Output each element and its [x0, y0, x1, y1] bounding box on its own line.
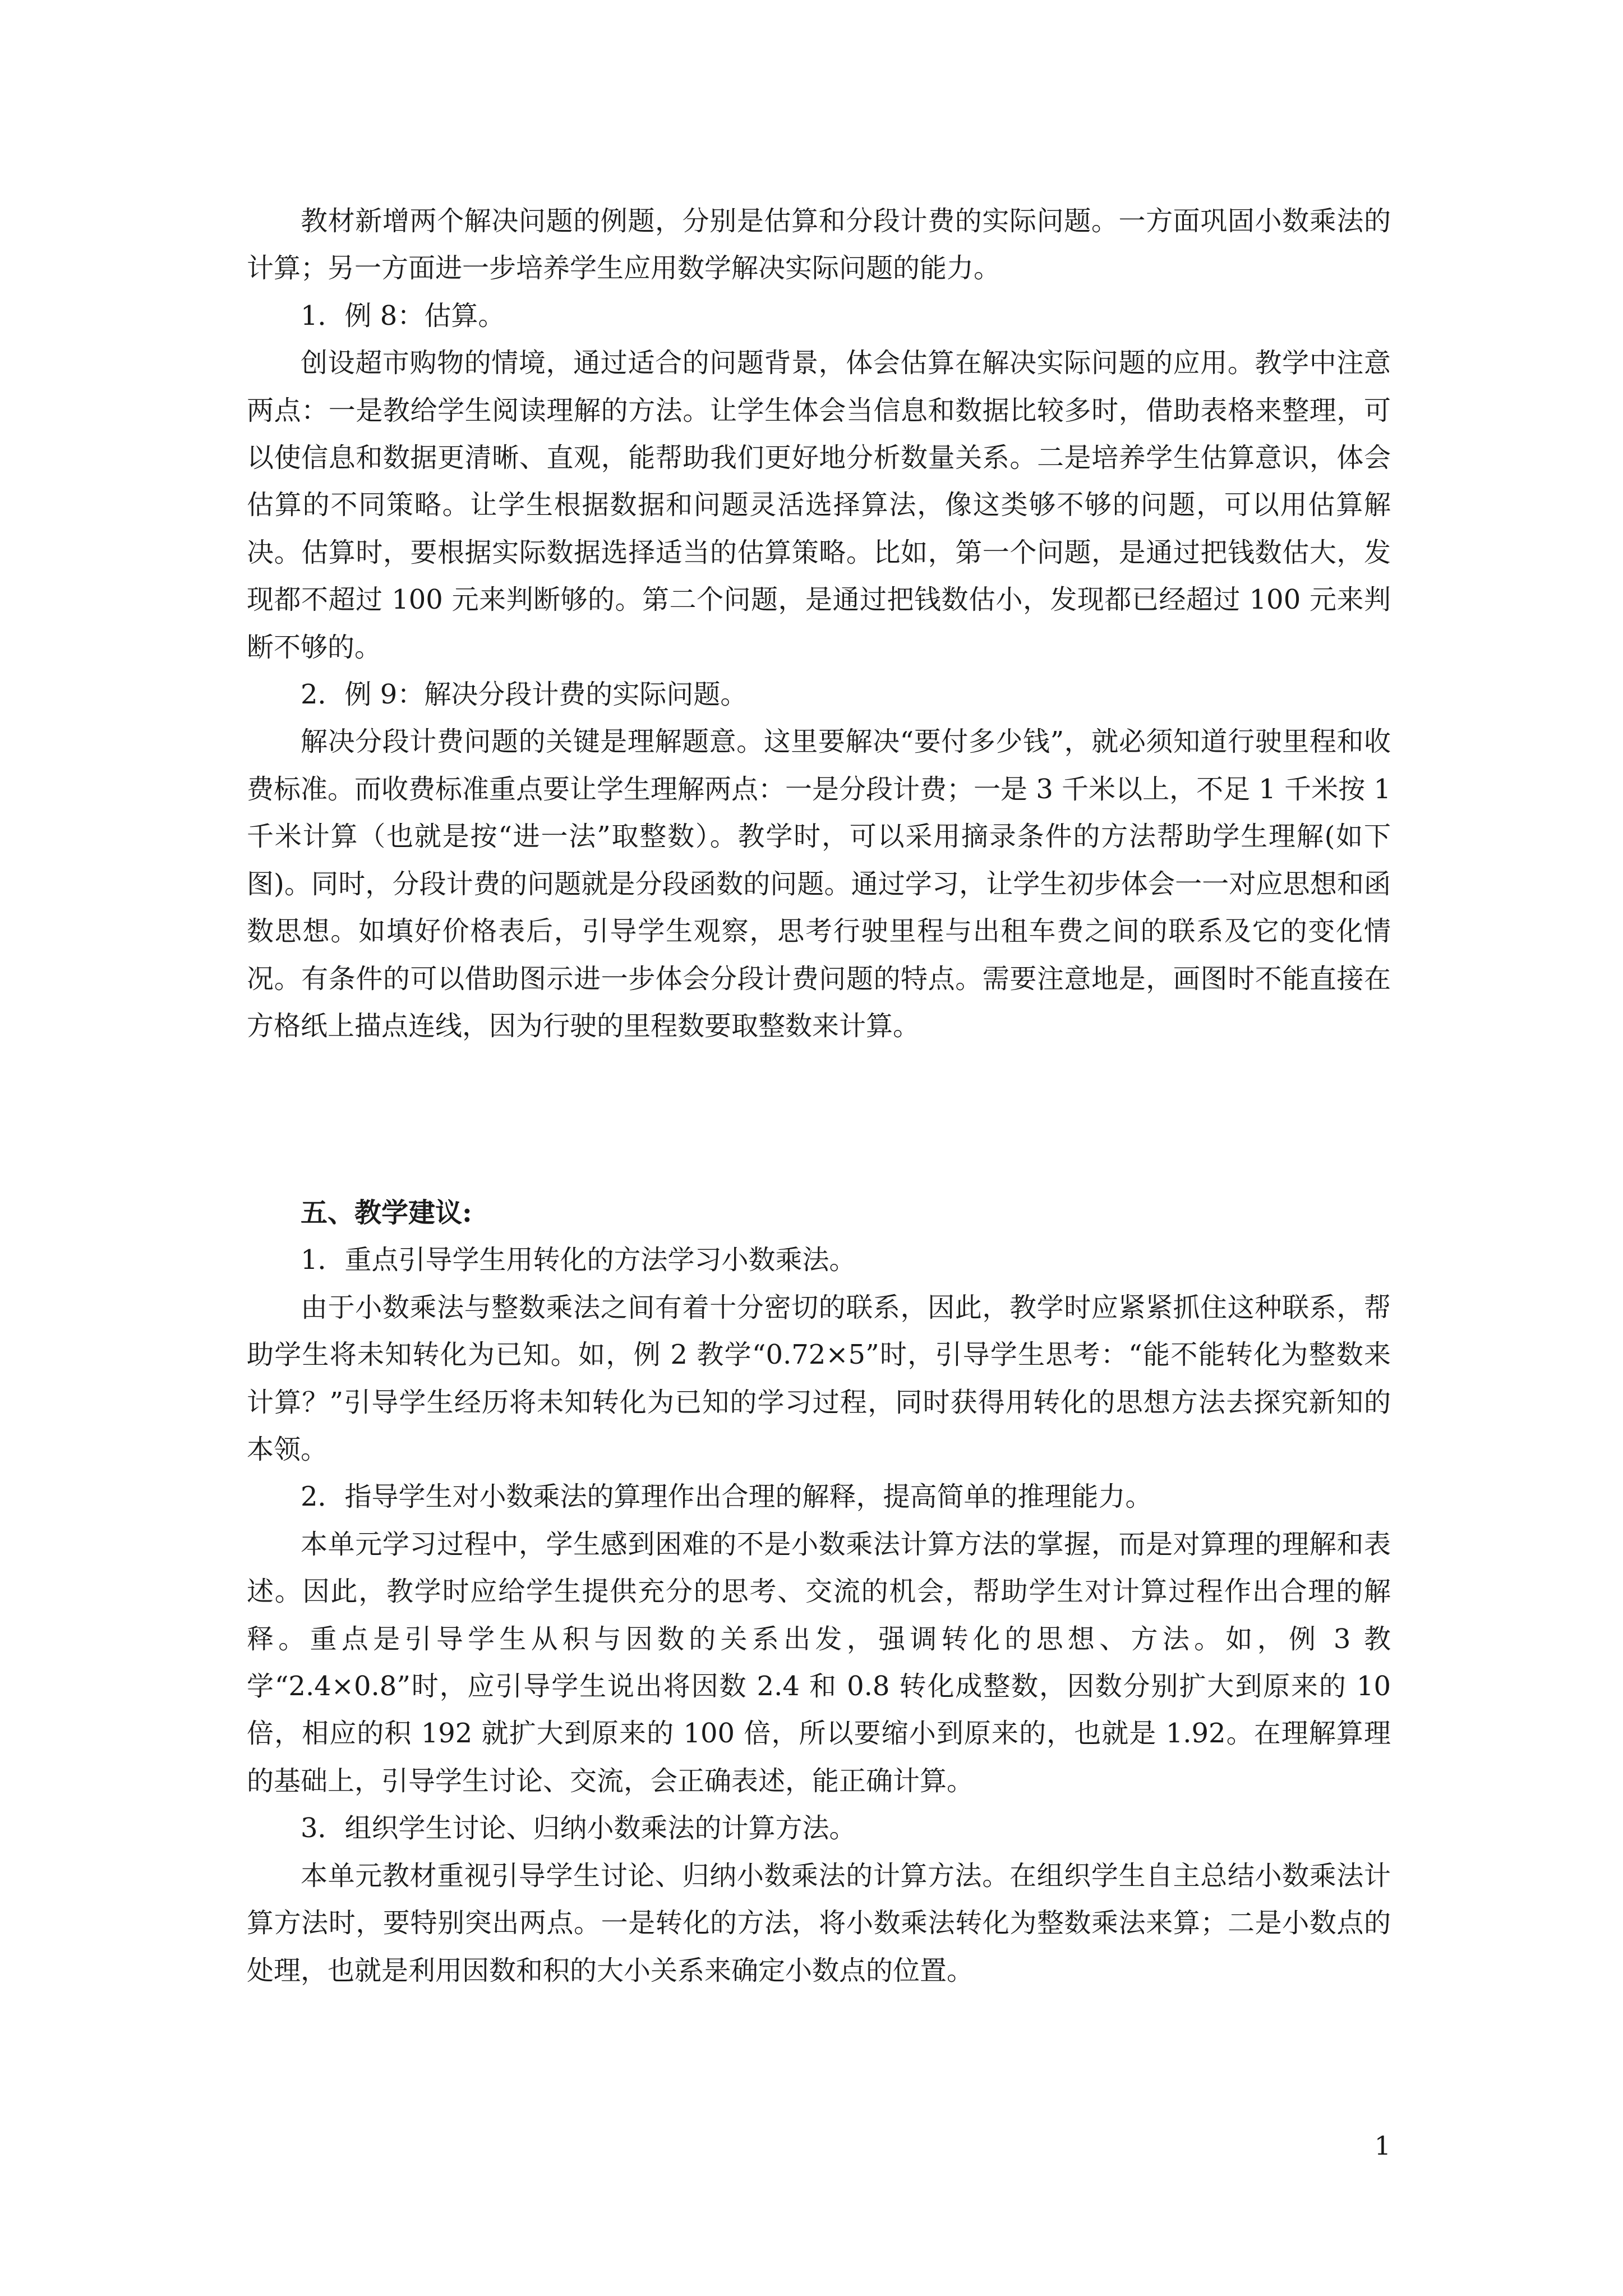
suggestion-2-paragraph: 本单元学习过程中，学生感到困难的不是小数乘法计算方法的掌握，而是对算理的理解和表述。因此，教学时应给学生提供充分的思考、交流的机会，帮助学生对计算过程作出合理的解释。重点是引导学生从积与因数的关系出发，强调转化的思想、方法。如，例 3 教学“2.4×0.8”时，应引导学生说出将因数 2.4 和 0.8 转化成整数，因数分别扩大到原来的 10 倍，相应的积 192 就扩大到原来的 100 倍，所以要缩小到原来的，也就是 1.92。在理解算理的基础上，引导学生讨论、交流，会正确表述，能正确计算。 — [247, 1528, 1391, 1797]
example-9-paragraph: 解决分段计费问题的关键是理解题意。这里要解决“要付多少钱”，就必须知道行驶里程和收费标准。而收费标准重点要让学生理解两点：一是分段计费；一是 3 千米以上，不足 1 千米按 1 千米计算（也就是按“进一法”取整数）。教学时，可以采用摘录条件的方法帮助学生理解(如下图)。同时，分段计费的问题就是分段函数的问题。通过学习，让学生初步体会一一对应思想和函数思想。如填好价格表后，引导学生观察，思考行驶里程与出租车费之间的联系及它的变化情况。有条件的可以借助图示进一步体会分段计费问题的特点。需要注意地是，画图时不能直接在方格纸上描点连线，因为行驶的里程数要取整数来计算。 — [247, 726, 1391, 1042]
section-problem-solving — [247, 197, 1391, 1050]
suggestion-1-title: 1．重点引导学生用转化的方法学习小数乘法。 — [301, 1244, 856, 1276]
section-teaching-suggestions — [247, 1189, 1391, 1994]
suggestion-2-title: 2．指导学生对小数乘法的算理作出合理的解释，提高简单的推理能力。 — [301, 1481, 1152, 1513]
suggestion-3-paragraph: 本单元教材重视引导学生讨论、归纳小数乘法的计算方法。在组织学生自主总结小数乘法计算方法时，要特别突出两点。一是转化的方法，将小数乘法转化为整数乘法来算；二是小数点的处理，也就是利用因数和积的大小关系来确定小数点的位置。 — [247, 1860, 1391, 1986]
example-8-paragraph: 创设超市购物的情境，通过适合的问题背景，体会估算在解决实际问题的应用。教学中注意两点：一是教给学生阅读理解的方法。让学生体会当信息和数据比较多时，借助表格来整理，可以使信息和数据更清晰、直观，能帮助我们更好地分析数量关系。二是培养学生估算意识，体会估算的不同策略。让学生根据数据和问题灵活选择算法，像这类够不够的问题，可以用估算解决。估算时，要根据实际数据选择适当的估算策略。比如，第一个问题，是通过把钱数估大，发现都不超过 100 元来判断够的。第二个问题，是通过把钱数估小，发现都已经超过 100 元来判断不够的。 — [247, 347, 1391, 663]
suggestion-3-title: 3．组织学生讨论、归纳小数乘法的计算方法。 — [301, 1812, 856, 1844]
example-8-title: 1．例 8：估算。 — [301, 300, 505, 332]
suggestion-1-paragraph: 由于小数乘法与整数乘法之间有着十分密切的联系，因此，教学时应紧紧抓住这种联系，帮助学生将未知转化为已知。如，例 2 教学“0.72×5”时，引导学生思考：“能不能转化为整数来计算？”引导学生经历将未知转化为已知的学习过程，同时获得用转化的思想方法去探究新知的本领。 — [247, 1291, 1391, 1466]
page-number: 1 — [1374, 2131, 1391, 2161]
example-9-title: 2．例 9：解决分段计费的实际问题。 — [301, 679, 748, 711]
section-heading: 五、教学建议: — [301, 1197, 472, 1228]
intro-paragraph: 教材新增两个解决问题的例题，分别是估算和分段计费的实际问题。一方面巩固小数乘法的计算；另一方面进一步培养学生应用数学解决实际问题的能力。 — [247, 205, 1391, 284]
